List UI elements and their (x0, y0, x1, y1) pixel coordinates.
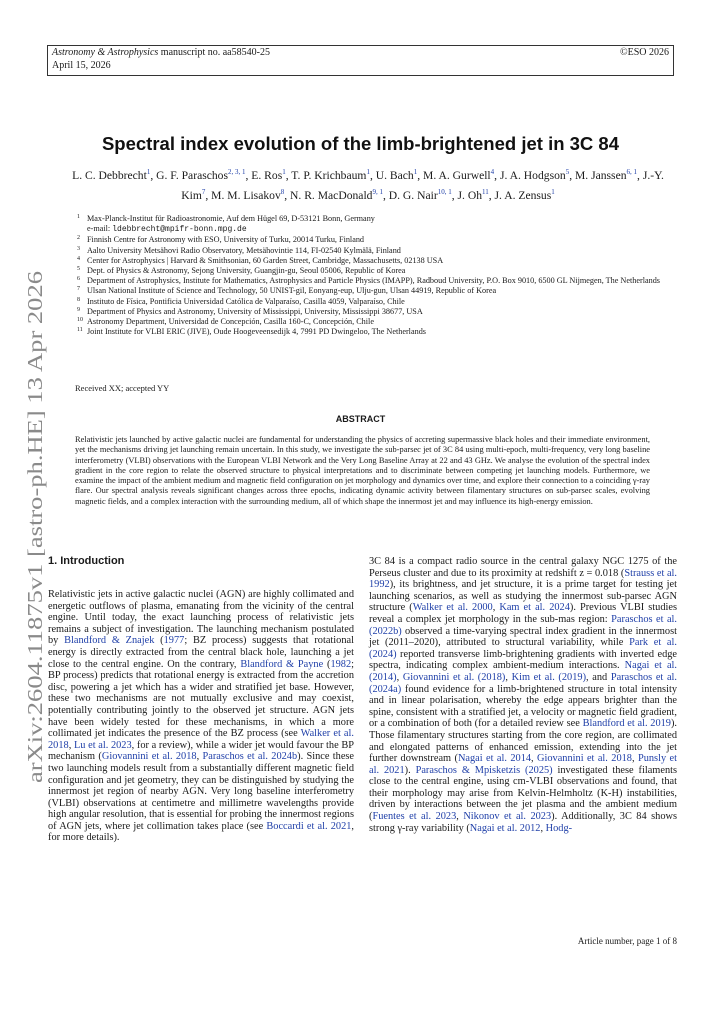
citation-link[interactable]: Kam et al. 2024 (499, 602, 570, 614)
affiliation-item (75, 214, 675, 235)
affiliation-item (75, 256, 675, 266)
affiliation-list (75, 214, 675, 337)
body-text: Relativistic jets in active galactic nuclei (AGN) are highly collimated and energetic outflows of plasma, emanating from the vicinity of the central engine. Until today, the exact launching process of relativistic jets remains a subject of investigation. The launching mechanism postulated by (48, 589, 354, 647)
abstract-text: Relativistic jets launched by active galactic nuclei are fundamental for understanding the physics of accreting supermassive black holes and their immediate environment, yet the mechanisms driving jet launching remain uncertain. In this study, we investigate the sub-parsec jet of 3C 84 using multi-epoch, multi-frequency, very long baseline interferometry (VLBI) observations with the European VLBI Network and the Very Long Baseline Array at 22 and 43 GHz. We analyse the evolution of the spectral index gradient in the core region to relate the observed structure to physical interpretations and to discriminate between competing jet launching models. Furthermore, we examine the impact of the ambient medium and magnetic field configuration on jet morphology and dynamics over time, and explore their connection to a coinciding γ-ray flare. Our spectral analysis reveals significant changes across three epochs, indicating dynamic activity between filamentary structures on sub-parsec scales, evolving magnetic fields, and a complex interaction with the surrounding medium, all of which shape the innermost jet and may influence its high-energy emission. (75, 435, 650, 506)
citation-link[interactable]: Paraschos & Mpisketzis (2025) (415, 764, 553, 776)
author-email-link[interactable]: ldebbrecht@mpifr-bonn.mpg.de (112, 225, 247, 235)
body-text: , for more details). (48, 820, 355, 844)
author-affiliation-link[interactable]: 9, 1 (372, 187, 383, 196)
affiliation-item (75, 327, 675, 337)
author-name: J.-Y. Kim$^7$ (181, 168, 664, 202)
citation-link[interactable]: Strauss et al. 1992 (369, 567, 677, 591)
body-column-left (48, 589, 354, 844)
received-line: Received XX; accepted YY (75, 383, 170, 393)
affiliation-text: Instituto de Física, Pontificia Universidad Católica de Valparaíso, Casilla 4059, Valparaíso, Chile (87, 296, 405, 306)
author-name: J. A. Hodgson$^5$ (499, 168, 570, 182)
affiliation-number: 5 (77, 266, 80, 273)
author-name: M. A. Gurwell$^4$ (423, 168, 495, 182)
author-name: T. P. Krichbaum$^1$ (291, 168, 370, 182)
journal-header-box (47, 45, 674, 76)
arxiv-stamp-text: arXiv:2604.11875v1 [astro-ph.HE] 13 Apr 2026 (23, 377, 47, 783)
journal-line (52, 47, 270, 58)
affiliation-text: Max-Planck-Institut für Radioastronomie, Auf dem Hügel 69, D-53121 Bonn, Germany (87, 214, 375, 223)
citation-link[interactable]: Park et al. (2024) (369, 637, 677, 660)
body-text: , (540, 822, 546, 834)
body-text: ). Those filamentary structures starting from the core region, are collimated and elongated patterns of enhanced emission, extending into the jet further downstream ( (369, 718, 677, 765)
affiliation-number: 11 (77, 327, 83, 334)
body-text: observed a time-varying spectral index gradient in the innermost jet (2011–2020), attributed to structural variability, while (369, 625, 677, 649)
affiliation-text: Department of Physics and Astronomy, University of Mississippi, University, Mississippi 38677, USA (87, 306, 423, 316)
body-text: , and (586, 671, 611, 683)
affiliation-number: 6 (77, 276, 80, 283)
author-affiliation-link[interactable]: 2, 3, 1 (227, 168, 246, 176)
citation-link[interactable]: Punsly et al. 2021 (369, 753, 677, 776)
body-text: ( (323, 658, 331, 670)
body-text: ), its brightness, and jet structure, it is a prime target for testing jet launching scenarios, as well as studying the innermost sub-parsec AGN structure ( (369, 579, 677, 614)
author-affiliation-link[interactable]: 10, 1 (437, 187, 452, 196)
author-affiliation-link[interactable]: 1 (146, 168, 151, 176)
author-name: J. Oh$^{11}$ (457, 187, 489, 202)
author-affiliation-link[interactable]: 1 (282, 168, 286, 176)
affiliation-item (75, 235, 675, 245)
affiliation-number: 8 (77, 296, 80, 303)
author-affiliation-link[interactable]: 4 (490, 168, 495, 176)
citation-link[interactable]: Nagai et al. 2014 (457, 753, 532, 765)
citation-link[interactable]: 1982 (330, 658, 352, 670)
citation-link[interactable]: Paraschos et al. 2024b (202, 751, 298, 763)
section-heading-introduction: 1. Introduction (48, 555, 125, 567)
affiliation-item (75, 307, 675, 317)
body-text: , (196, 751, 203, 763)
body-text: , (492, 602, 500, 614)
citation-link[interactable]: Paraschos et al. (2024a) (369, 671, 677, 695)
affiliation-number: 3 (77, 245, 80, 252)
affiliation-text: Joint Institute for VLBI ERIC (JIVE), Oude Hoogeveensedijk 4, 7991 PD Dwingeloo, The Netherlands (87, 327, 426, 337)
citation-link[interactable]: Blandford et al. 2019 (582, 718, 671, 730)
citation-link[interactable]: Paraschos et al. (2022b) (369, 613, 677, 637)
author-name: L. C. Debbrecht$^1$ (72, 168, 151, 182)
author-list: L. C. Debbrecht$^1$, G. F. Paraschos$^{2, 3, 1}$, E. Ros$^1$, T. P. Krichbaum$^1$, U. Bach$^1$, M. A. Gurwell$^4$, J. A. Hodgson$^5$, M. Janssen$^{6, 1}$, J.-Y. Kim$^7$, M. M. Lisakov$^8$, N. R. MacDonald$^{9, 1}$, D. G. Nair$^{10, 1}$, J. Oh$^{11}$, J. A. Zensus$^1$ (72, 168, 664, 202)
author-affiliation-link[interactable]: 5 (565, 168, 570, 176)
affiliation-item (75, 297, 675, 307)
affiliation-text: Ulsan National Institute of Science and Technology, 50 UNIST-gil, Eonyang-eup, Ulju-gun, Ulsan 44919, Republic of Korea (87, 286, 497, 296)
body-text: , for a review), while a wider jet would favour the BP mechanism ( (48, 739, 355, 763)
affiliation-number: 1 (77, 214, 80, 220)
body-text: found evidence for a limb-brightened structure in total intensity and in linear polarisation, whereby the edge appears brighter than the spine, consistent with a stratified jet, a velocity or magnetic field gradient, or a combination of both (for a detailed review see (369, 683, 677, 730)
body-text: , (68, 739, 74, 751)
citation-link[interactable]: Hodg- (545, 822, 573, 834)
manuscript-date: April 15, 2026 (52, 60, 111, 71)
affiliation-text: Center for Astrophysics | Harvard & Smithsonian, 60 Garden Street, Cambridge, Massachusetts, 02138 USA (87, 255, 444, 265)
body-column-right (369, 556, 677, 834)
affiliation-number: 10 (77, 317, 83, 324)
author-affiliation-link[interactable]: 6, 1 (626, 168, 638, 176)
author-affiliation-link[interactable]: 11 (482, 187, 489, 196)
body-text: , (531, 753, 538, 765)
affiliation-text: Finnish Centre for Astronomy with ESO, University of Turku, 20014 Turku, Finland (87, 235, 365, 245)
page-footer: Article number, page 1 of 8 (577, 936, 677, 946)
body-text: , (396, 671, 403, 683)
body-text: ( (154, 635, 164, 647)
citation-link[interactable]: Blandford & Payne (240, 658, 324, 670)
citation-link[interactable]: Walker et al. 2018 (48, 728, 354, 751)
affiliation-text: Department of Astrophysics, Institute for Mathematics, Astrophysics and Particle Physics (IMAPP), Radboud University, P.O. Box 9010, 6500 GL Nijmegen, The Netherlands (87, 276, 660, 286)
affiliation-number: 4 (77, 255, 80, 262)
affiliation-number: 7 (77, 286, 80, 293)
author-affiliation-link[interactable]: 8 (280, 187, 285, 196)
affiliation-item (75, 266, 675, 276)
body-text: ). Since these two launching models result from a substantially different magnetic field configuration and jet geometry, they can be distinguished by studying the innermost jet region of nearby AGN. Very long baseline interferometry (VLBI) observations at centimetre and millimetre wavelengths provide high angular resolution, that is essential for probing the innermost regions of AGN jets, where jet collimation takes place (see (48, 751, 355, 832)
journal-name: Astronomy & Astrophysics (52, 47, 159, 58)
affiliation-text: Aalto University Metsähovi Radio Observatory, Metsähovintie 114, FI-02540 Kylmälä, Finland (87, 245, 401, 255)
citation-link[interactable]: Fuentes et al. 2023 (372, 811, 457, 823)
affiliation-number: 9 (77, 306, 80, 313)
author-name: N. R. MacDonald$^{9, 1}$ (290, 187, 383, 202)
body-text: 3C 84 is a compact radio source in the central galaxy NGC 1275 of the Perseus cluster and due to its proximity at redshift z = 0.018 ( (369, 556, 677, 579)
citation-link[interactable]: Giovannini et al. (2018) (402, 671, 506, 683)
body-text: investigated these filaments close to the central engine, using cm-VLBI observations and found, that their morphology may arise from Kelvin-Helmholtz (K-H) instabilities, driven by interactions between the jet plasma and the ambient medium ( (369, 764, 678, 823)
manuscript-number: manuscript no. aa58540-25 (160, 47, 270, 58)
author-name: E. Ros$^1$ (251, 168, 286, 182)
author-affiliation-link[interactable]: 1 (551, 187, 555, 196)
abstract-heading: ABSTRACT (335, 414, 386, 424)
body-text: ). (404, 764, 416, 776)
eso-copyright: ©ESO 2026 (620, 47, 669, 58)
affiliation-item (75, 276, 675, 286)
citation-link[interactable]: Kim et al. (2019) (511, 671, 587, 683)
citation-link[interactable]: Nikonov et al. 2023 (463, 811, 552, 823)
citation-link[interactable]: Walker et al. 2000 (412, 602, 493, 614)
author-affiliation-link[interactable]: 7 (201, 187, 206, 196)
affiliation-number: 2 (77, 235, 80, 242)
affiliation-text: Astronomy Department, Universidad de Concepción, Casilla 160-C, Concepción, Chile (87, 317, 374, 327)
email-label: e-mail: (87, 224, 113, 234)
body-text: ; BP process) predicts that rotational energy is extracted from the accretion disc, powering a jet which has a wider and stratified jet base. However, these two mechanisms are not mutually exclusive and may coexist, potentially contributing jointly to the observed jet structure. AGN jets have been widely tested for these mechanisms, in which a more collimated jet indicates the presence of the BZ process (see (48, 658, 354, 740)
citation-link[interactable]: Nagai et al. 2012 (469, 822, 541, 834)
citation-link[interactable]: Lu et al. 2023 (73, 739, 132, 751)
paper-title: Spectral index evolution of the limb-brightened jet in 3C 84 (101, 133, 620, 154)
citation-link[interactable]: 1977 (163, 635, 185, 647)
body-text: ). Additionally, 3C 84 shows strong γ-ray variability ( (369, 811, 677, 834)
author-name: D. G. Nair$^{10, 1}$ (388, 187, 452, 202)
author-name: U. Bach$^1$ (375, 168, 418, 182)
affiliation-text: Dept. of Physics & Astronomy, Sejong University, Guangjin-gu, Seoul 05006, Republic of Korea (87, 266, 406, 276)
body-text: ; BZ process) suggests that rotational energy is directly extracted from the central black hole, launching a jet close to the central engine. On the contrary, (48, 635, 354, 670)
citation-link[interactable]: Giovannini et al. 2018 (537, 753, 632, 765)
citation-link[interactable]: Boccardi et al. 2021 (266, 820, 352, 832)
body-text: , (505, 671, 512, 683)
body-text: , (456, 811, 464, 823)
author-name: G. F. Paraschos$^{2, 3, 1}$ (156, 168, 246, 182)
body-text: ). Previous VLBI studies reveal a complex jet morphology in the sub-mas region: (369, 602, 678, 625)
citation-link[interactable]: Giovannini et al. 2018 (101, 751, 197, 763)
author-name: M. M. Lisakov$^8$ (211, 187, 285, 202)
author-affiliation-link[interactable]: 1 (366, 168, 370, 176)
affiliation-item (75, 246, 675, 256)
affiliation-item (75, 317, 675, 327)
affiliation-item (75, 286, 675, 296)
citation-link[interactable]: Nagai et al. (2014) (369, 660, 678, 683)
author-name: M. Janssen$^{6, 1}$ (574, 168, 638, 182)
citation-link[interactable]: Blandford & Znajek (64, 635, 155, 647)
author-name: J. A. Zensus$^1$ (494, 187, 555, 202)
body-text: reported transverse limb-brightening gradients with inverted edge spectra, indicating complex ambient-medium interactions. (369, 648, 677, 672)
body-text: , (631, 753, 638, 765)
author-affiliation-link[interactable]: 1 (413, 168, 418, 176)
